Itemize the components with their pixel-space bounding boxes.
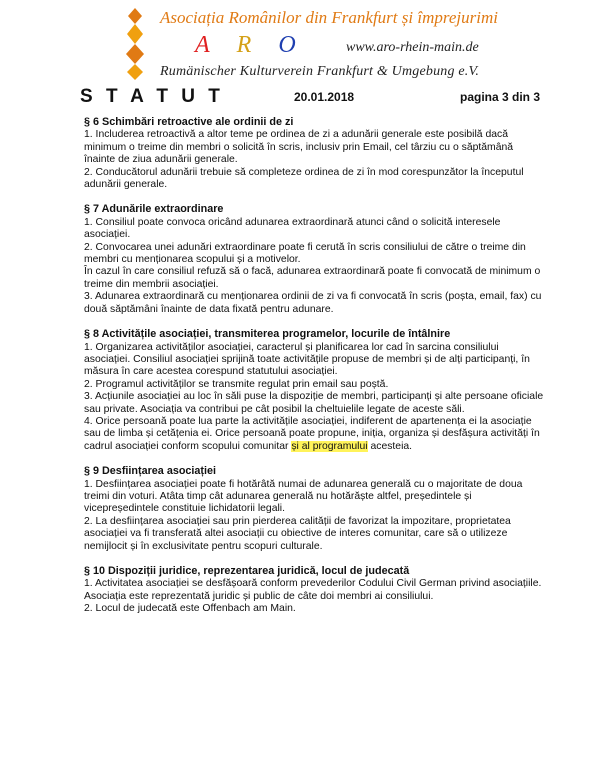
paragraph: 1. Consiliul poate convoca oricând adunarea extraordinară atunci când o solicită interesele asociației. xyxy=(84,216,501,241)
aro-wordmark xyxy=(195,32,297,59)
paragraph: 2. Locul de judecată este Offenbach am Main. xyxy=(84,603,296,615)
document-header xyxy=(80,86,540,110)
section-heading: § 6 Schimbări retroactive ale ordinii de zi xyxy=(84,116,294,128)
section-8 xyxy=(84,328,544,453)
section-9 xyxy=(84,465,544,553)
association-german-name: Rumänischer Kulturverein Frankfurt & Umgebung e.V. xyxy=(160,64,480,79)
paragraph: 1. Organizarea activităților asociației, caracterul și planificarea lor cad în sarcina consiliului asociației. Consiliul asociației sprijină toate activitățile propuse de membri și de alți participanți, în măsura în care acestea corespund statutului asociației. xyxy=(84,341,530,378)
paragraph: 2. Programul activităților se transmite regulat prin email sau poștă. xyxy=(84,378,389,390)
section-7 xyxy=(84,203,544,316)
paragraph-text: 4. Orice persoană poate lua parte la activitățile asociației, indiferent de apartenența ei la asociație sau de limba și cetățenia ei. Orice persoană poate propune, iniția, organiza și desfășura activități în cadrul asociației conform scopului comunitar xyxy=(84,415,540,452)
paragraph: 1. Includerea retroactivă a altor teme pe ordinea de zi a adunării generale este posibilă dacă minimum o treime din membri o solicită în scris, inclusiv prin Email, cel târziu cu o săptămână înainte de ziua adunării generale. xyxy=(84,129,514,166)
document-date: 20.01.2018 xyxy=(294,90,355,104)
section-heading: § 7 Adunările extraordinare xyxy=(84,203,224,216)
website-url: www.aro-rhein-main.de xyxy=(346,40,479,55)
paragraph: 1. Activitatea asociației se desfășoară conform prevederilor Codului Civil German privind asociațiile. Asociația este reprezentată juridic și public de câte doi membri ai consiliului. xyxy=(84,578,542,602)
romanian-column-logo-icon xyxy=(122,8,148,80)
paragraph: 1. Desființarea asociației poate fi hotărâtă numai de adunarea generală cu o majoritate de doua treimi din voturi. Atâta timp cât adunarea generală nu hotărăște altfel, președintele și vicepreședintele constituie lichidatorii legali. xyxy=(84,478,523,515)
letterhead xyxy=(0,0,600,86)
paragraph-with-highlight xyxy=(84,416,544,453)
section-6 xyxy=(84,116,544,191)
highlighted-text: și al programului xyxy=(291,440,368,452)
paragraph-text: acesteia. xyxy=(367,440,413,452)
aro-letter-a: A xyxy=(195,32,211,58)
aro-letter-o: O xyxy=(278,32,297,58)
section-heading: § 9 Desființarea asociației xyxy=(84,465,217,478)
section-heading: § 10 Dispoziții juridice, reprezentarea juridică, locul de judecată xyxy=(84,565,410,577)
aro-letter-r: R xyxy=(236,32,253,58)
paragraph: 2. La desființarea asociației sau prin pierderea calității de favorizat la impozitare, proprietatea asociației va fi transferată altei asociații cu obiective de interes comunitar, care să o utilizeze nemijlocit și în exclusivitate pentru scopuri culturale. xyxy=(84,515,511,552)
section-heading: § 8 Activitățile asociației, transmiterea programelor, locurile de întâlnire xyxy=(84,328,451,341)
page-number: pagina 3 din 3 xyxy=(459,90,540,104)
paragraph: 2. Convocarea unei adunări extraordinare poate fi cerută în scris consiliului de către o treime din membri cu menționarea scopului și a motivelor. xyxy=(84,241,526,266)
paragraph: 3. Acțiunile asociației au loc în săli puse la dispoziție de membri, participanți și alte persoane oficiale sau private. Asociația va contribui pe cât posibil la cheltuielile legate de aceste săli. xyxy=(84,391,544,415)
document-body xyxy=(84,116,544,628)
association-name: Asociația Românilor din Frankfurt și împrejurimi xyxy=(160,8,498,27)
paragraph: 3. Adunarea extraordinară cu menționarea ordinii de zi va fi convocată în scris (poșta, email, fax) cu două săptămâni înainte de data fixată pentru adunare. xyxy=(84,291,542,315)
section-10 xyxy=(84,565,544,616)
paragraph: 2. Conducătorul adunării trebuie să completeze ordinea de zi în mod corespunzător la începutul adunării generale. xyxy=(84,166,524,191)
document-title: S T A T U T xyxy=(80,86,224,107)
paragraph: În cazul în care consiliul refuză să o facă, adunarea extraordinară poate fi convocată de minimum o treime din membrii asociației. xyxy=(84,266,541,290)
